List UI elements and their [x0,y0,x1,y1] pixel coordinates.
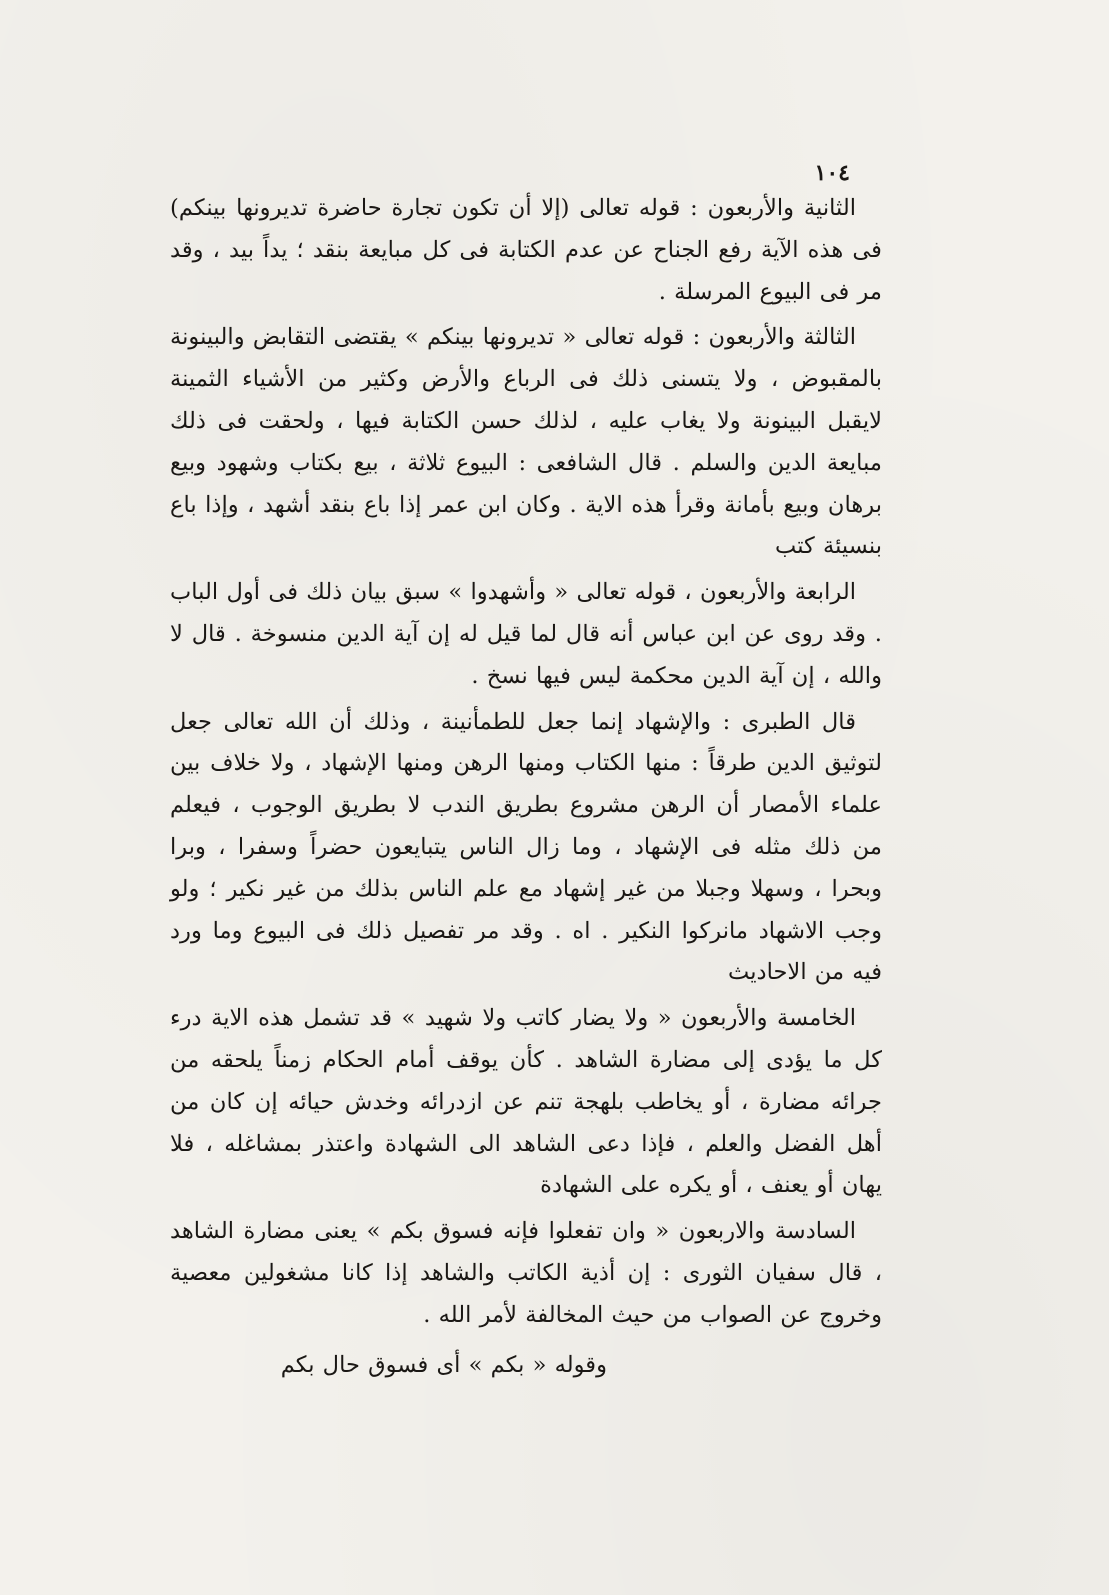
paragraph-46: السادسة والاربعون « وان تفعلوا فإنه فسوق بكم » يعنى مضارة الشاهد ، قال سفيان الثورى : إن أذية الكاتب والشاهد إذا كانا مشغولين معصية وخروج عن الصواب من حيث المخالفة لأمر الله . [170,1218,882,1328]
body-text [170,188,882,1386]
page-number: ١٠٤ [814,160,850,186]
closing-line: وقوله « بكم » أى فسوق حال بكم [280,1351,607,1378]
paragraph-42: الثانية والأربعون : قوله تعالى (إلا أن تكون تجارة حاضرة تديرونها بينكم) فى هذه الآية رفع الجناح عن عدم الكتابة فى كل مبايعة بنقد ؛ يداً بيد ، وقد مر فى البيوع المرسلة . [170,195,882,305]
paragraph-43: الثالثة والأربعون : قوله تعالى « تديرونها بينكم » يقتضى التقابض والبينونة بالمقبوض ، ولا يتسنى ذلك فى الرباع والأرض وكثير من الأشياء الثمينة لايقبل البينونة ولا يغاب عليه ، لذلك حسن الكتابة فيها ، ولحقت فى ذلك مبايعة الدين والسلم . قال الشافعى : البيوع ثلاثة ، بيع بكتاب وشهود وبيع برهان وبيع بأمانة وقرأ هذه الاية . وكان ابن عمر إذا باع بنقد أشهد ، وإذا باع بنسيئة كتب [170,324,882,560]
paragraph-44: الرابعة والأربعون ، قوله تعالى « وأشهدوا » سبق بيان ذلك فى أول الباب . وقد روى عن ابن عباس أنه قال لما قيل له إن آية الدين منسوخة . قال لا والله ، إن آية الدين محكمة ليس فيها نسخ . [170,579,882,689]
paragraph-45: الخامسة والأربعون « ولا يضار كاتب ولا شهيد » قد تشمل هذه الاية درء كل ما يؤدى إلى مضارة الشاهد . كأن يوقف أمام الحكام زمناً يلحقه من جرائه مضارة ، أو يخاطب بلهجة تنم عن ازدرائه وخدش حيائه إن كان من أهل الفضل والعلم ، فإذا دعى الشاهد الى الشهادة واعتذر بمشاغله ، فلا يهان أو يعنف ، أو يكره على الشهادة [170,1005,882,1199]
paragraph-tabari: قال الطبرى : والإشهاد إنما جعل للطمأنينة ، وذلك أن الله تعالى جعل لتوثيق الدين طرقاً : منها الكتاب ومنها الرهن ومنها الإشهاد ، ولا خلاف بين علماء الأمصار أن الرهن مشروع بطريق الندب لا بطريق الوجوب ، فيعلم من ذلك مثله فى الإشهاد ، وما زال الناس يتبايعون حضراً وسفرا ، وبرا وبحرا ، وسهلا وجبلا من غير إشهاد مع علم الناس بذلك من غير نكير ؛ ولو وجب الاشهاد مانركوا النكير . اه . وقد مر تفصيل ذلك فى البيوع وما ورد فيه من الاحاديث [170,708,882,986]
